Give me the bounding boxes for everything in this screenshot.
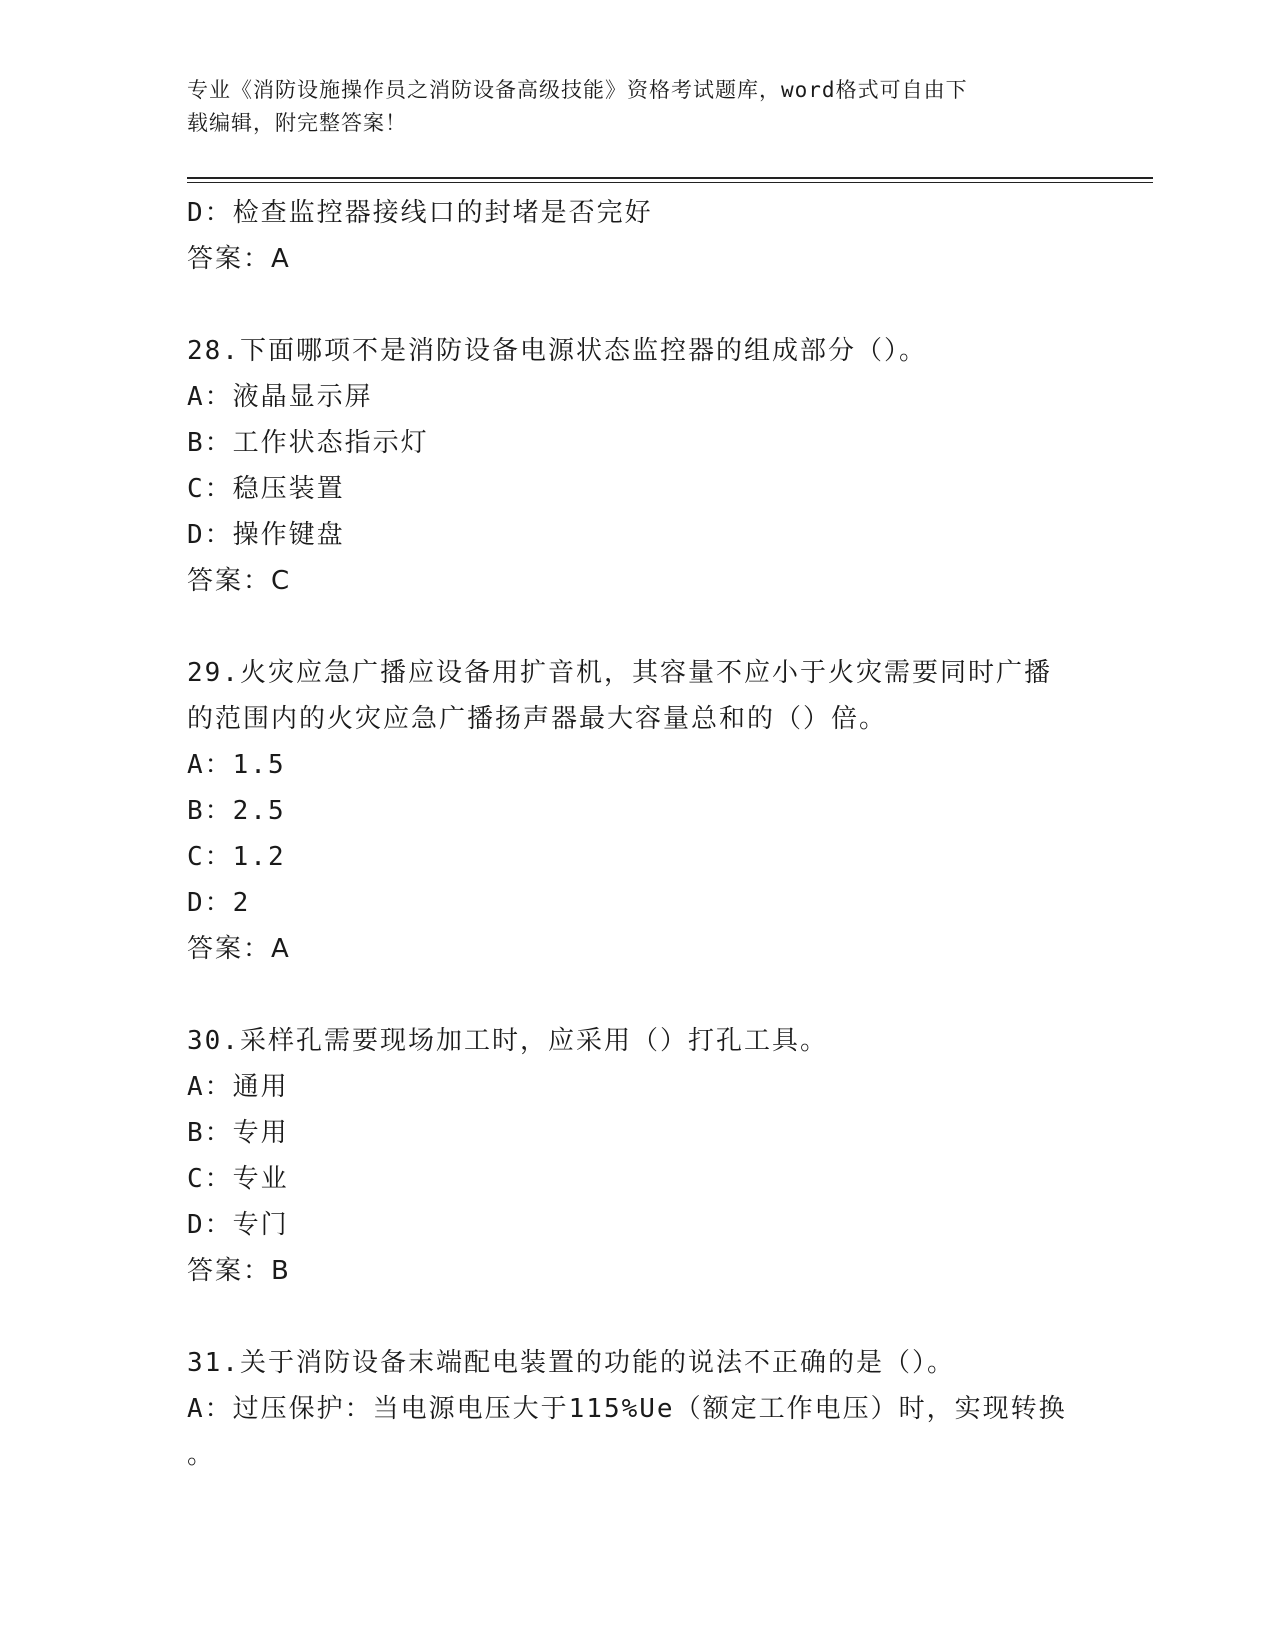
question-stem-line-1: 29.火灾应急广播应设备用扩音机，其容量不应小于火灾需要同时广播 (187, 658, 1052, 688)
header-line-1: 专业《消防设施操作员之消防设备高级技能》资格考试题库，word格式可自由下 (187, 78, 968, 102)
option-c: C：专业 (187, 1164, 289, 1194)
question-stem-line-2: 的范围内的火灾应急广播扬声器最大容量总和的（）倍。 (187, 704, 888, 734)
question-stem: 28.下面哪项不是消防设备电源状态监控器的组成部分（）。 (187, 336, 927, 366)
option-d: D：操作键盘 (187, 520, 345, 550)
option-a: A：1.5 (187, 750, 286, 780)
prev-answer: 答案：A (187, 244, 291, 274)
option-b: B：专用 (187, 1118, 289, 1148)
header-divider-thin (187, 182, 1153, 183)
option-a: A：液晶显示屏 (187, 382, 373, 412)
question-list (187, 190, 1117, 1478)
answer: 答案：B (187, 1256, 291, 1286)
option-c: C：1.2 (187, 842, 286, 872)
option-d: D：2 (187, 888, 251, 918)
option-c: C：稳压装置 (187, 474, 345, 504)
question-29 (187, 650, 1117, 972)
header-divider-thick (187, 177, 1153, 179)
question-stem: 30.采样孔需要现场加工时，应采用（）打孔工具。 (187, 1026, 828, 1056)
question-stem: 31.关于消防设备末端配电装置的功能的说法不正确的是（）。 (187, 1348, 955, 1378)
option-b: B：工作状态指示灯 (187, 428, 429, 458)
answer: 答案：A (187, 934, 291, 964)
document-header (187, 74, 1087, 140)
option-b: B：2.5 (187, 796, 286, 826)
header-line-2: 载编辑，附完整答案！ (187, 111, 407, 135)
option-a: A：通用 (187, 1072, 289, 1102)
spacer (187, 972, 1117, 1018)
option-a-line-1: A：过压保护：当电源电压大于115%Ue（额定工作电压）时，实现转换 (187, 1394, 1067, 1424)
answer: 答案：C (187, 566, 292, 596)
spacer (187, 1294, 1117, 1340)
question-31 (187, 1340, 1117, 1478)
option-a-line-2: 。 (187, 1440, 216, 1470)
question-30 (187, 1018, 1117, 1294)
spacer (187, 604, 1117, 650)
spacer (187, 282, 1117, 328)
option-d: D：专门 (187, 1210, 289, 1240)
question-28 (187, 328, 1117, 604)
prev-option-d: D：检查监控器接线口的封堵是否完好 (187, 198, 653, 228)
